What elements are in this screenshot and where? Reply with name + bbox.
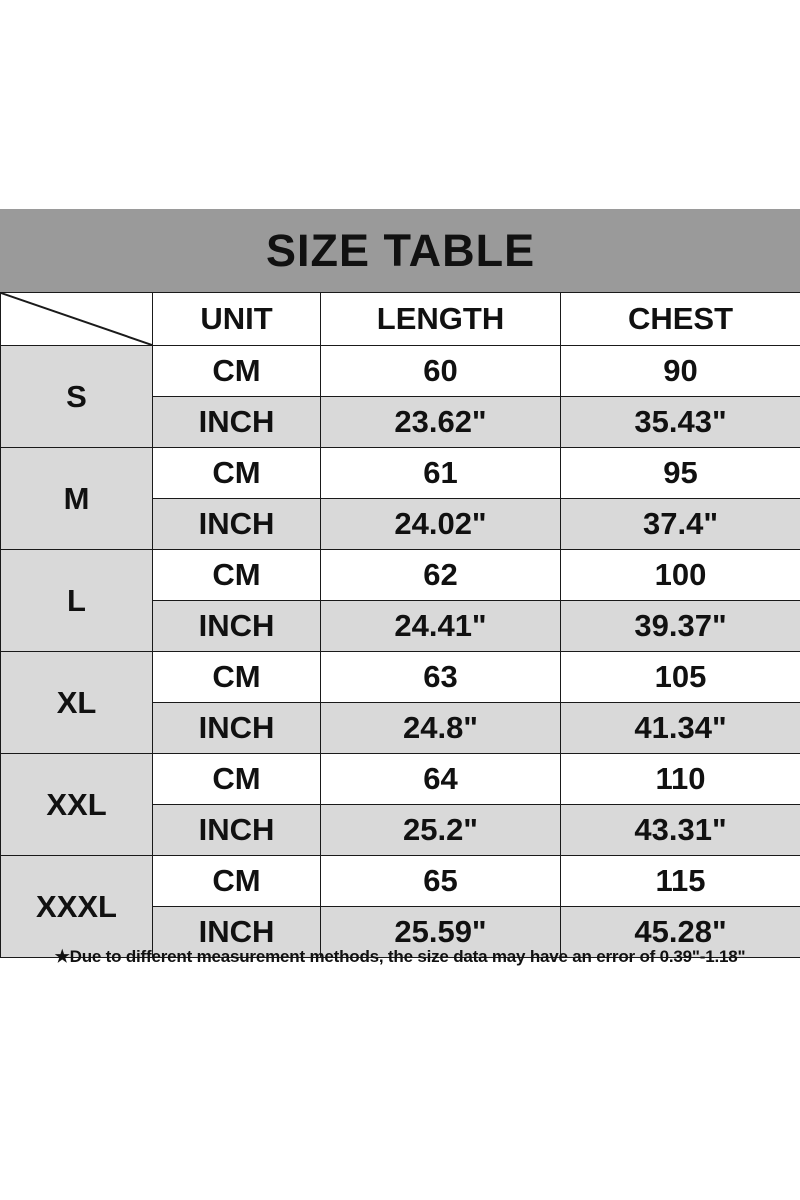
table-row bbox=[1, 652, 800, 703]
unit-inch: INCH bbox=[153, 499, 321, 550]
size-table-container bbox=[0, 209, 800, 958]
length-inch-s: 23.62" bbox=[321, 397, 561, 448]
size-label-s: S bbox=[1, 346, 153, 448]
chest-cm-m: 95 bbox=[561, 448, 800, 499]
chest-cm-s: 90 bbox=[561, 346, 800, 397]
unit-inch: INCH bbox=[153, 397, 321, 448]
unit-cm: CM bbox=[153, 448, 321, 499]
length-inch-xxxl: 25.59" bbox=[321, 907, 561, 958]
chest-inch-l: 39.37" bbox=[561, 601, 800, 652]
unit-cm: CM bbox=[153, 550, 321, 601]
chest-inch-xxl: 43.31" bbox=[561, 805, 800, 856]
length-inch-m: 24.02" bbox=[321, 499, 561, 550]
unit-cm: CM bbox=[153, 346, 321, 397]
chest-cm-xxl: 110 bbox=[561, 754, 800, 805]
header-unit: UNIT bbox=[153, 293, 321, 346]
chest-inch-m: 37.4" bbox=[561, 499, 800, 550]
corner-diagonal-cell bbox=[1, 293, 153, 346]
diagonal-line-icon bbox=[1, 293, 152, 345]
table-row bbox=[1, 448, 800, 499]
size-table bbox=[0, 209, 800, 958]
table-row bbox=[1, 550, 800, 601]
chest-cm-xl: 105 bbox=[561, 652, 800, 703]
size-label-xxl: XXL bbox=[1, 754, 153, 856]
size-label-l: L bbox=[1, 550, 153, 652]
unit-cm: CM bbox=[153, 754, 321, 805]
table-row bbox=[1, 754, 800, 805]
chest-inch-s: 35.43" bbox=[561, 397, 800, 448]
table-title: SIZE TABLE bbox=[1, 210, 800, 293]
table-title-row bbox=[1, 210, 800, 293]
size-label-m: M bbox=[1, 448, 153, 550]
length-cm-xl: 63 bbox=[321, 652, 561, 703]
unit-inch: INCH bbox=[153, 703, 321, 754]
length-cm-l: 62 bbox=[321, 550, 561, 601]
unit-inch: INCH bbox=[153, 907, 321, 958]
length-inch-xxl: 25.2" bbox=[321, 805, 561, 856]
length-cm-xxxl: 65 bbox=[321, 856, 561, 907]
table-row bbox=[1, 856, 800, 907]
chest-inch-xxxl: 45.28" bbox=[561, 907, 800, 958]
chest-inch-xl: 41.34" bbox=[561, 703, 800, 754]
unit-inch: INCH bbox=[153, 601, 321, 652]
length-cm-m: 61 bbox=[321, 448, 561, 499]
length-cm-s: 60 bbox=[321, 346, 561, 397]
size-label-xl: XL bbox=[1, 652, 153, 754]
unit-cm: CM bbox=[153, 856, 321, 907]
length-inch-l: 24.41" bbox=[321, 601, 561, 652]
size-label-xxxl: XXXL bbox=[1, 856, 153, 958]
table-row bbox=[1, 346, 800, 397]
unit-inch: INCH bbox=[153, 805, 321, 856]
length-inch-xl: 24.8" bbox=[321, 703, 561, 754]
unit-cm: CM bbox=[153, 652, 321, 703]
measurement-disclaimer: ★Due to different measurement methods, the size data may have an error of 0.39"-1.18" bbox=[54, 947, 746, 966]
header-chest: CHEST bbox=[561, 293, 800, 346]
length-cm-xxl: 64 bbox=[321, 754, 561, 805]
chest-cm-xxxl: 115 bbox=[561, 856, 800, 907]
header-length: LENGTH bbox=[321, 293, 561, 346]
table-header-row bbox=[1, 293, 800, 346]
chest-cm-l: 100 bbox=[561, 550, 800, 601]
